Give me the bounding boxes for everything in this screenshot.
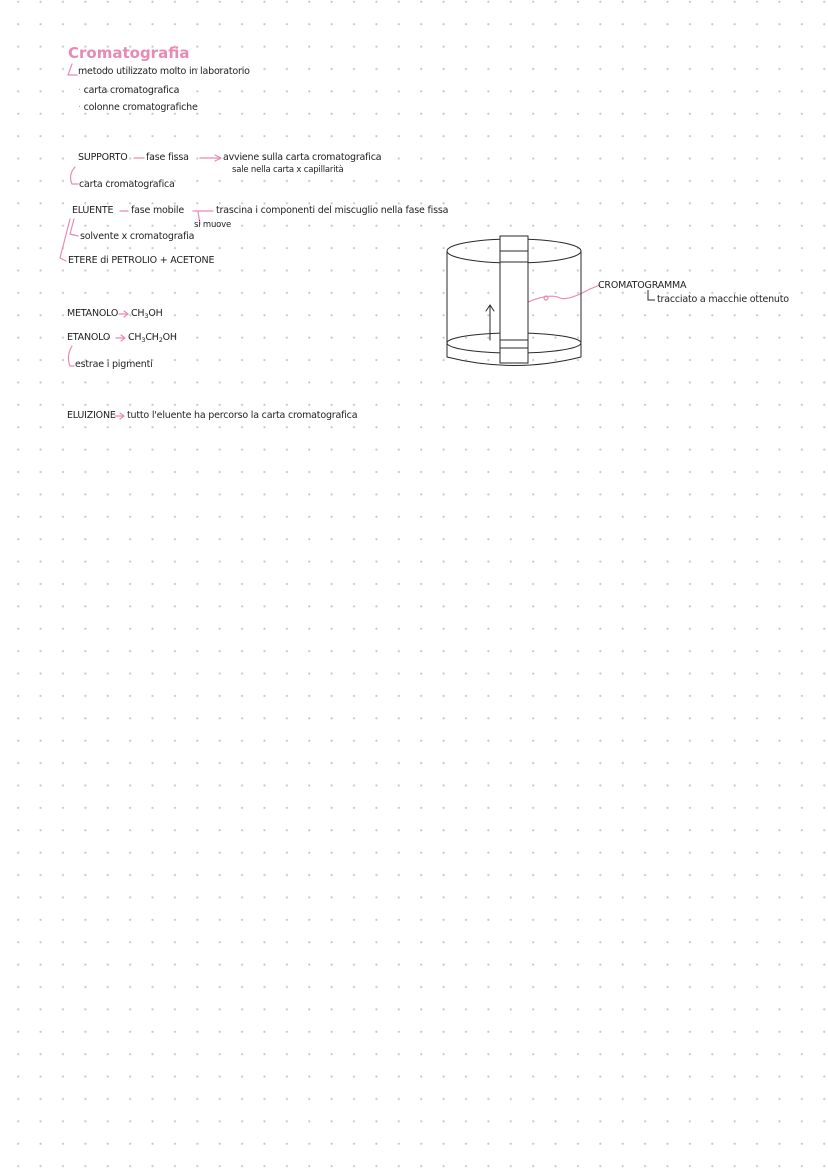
beaker-base <box>447 357 581 366</box>
metanolo-label: METANOLO <box>67 308 119 319</box>
intro-bracket <box>68 64 77 75</box>
formula-part: CH <box>131 308 145 319</box>
eluente-note: si muove <box>194 220 232 230</box>
bullet-label: colonne cromatografiche <box>83 102 198 113</box>
eluente-sub-2: ETERE di PETROLIO + ACETONE <box>68 255 215 266</box>
bullet-item <box>78 103 198 113</box>
formula-part: OH <box>162 332 177 343</box>
formula-part: CH <box>128 332 142 343</box>
formula-part: OH <box>148 308 163 319</box>
cromatogramma-bracket <box>648 290 655 300</box>
beaker-diagram <box>447 236 581 366</box>
cromatogramma-pointer <box>519 285 600 306</box>
cromatogramma-label: CROMATOGRAMMA <box>598 280 687 291</box>
bullet-label: carta cromatografica <box>83 85 180 96</box>
formula-part: CH <box>145 332 159 343</box>
intro-text: metodo utilizzato molto in laboratorio <box>78 66 250 77</box>
formula-subscript: 2 <box>158 336 163 344</box>
etanolo-formula <box>128 333 177 343</box>
eluente-desc: trascina i componenti del miscuglio nella fase fissa <box>216 205 449 216</box>
solvente-bracket <box>70 219 78 236</box>
eluizione-label: ELUIZIONE <box>67 410 116 421</box>
etanolo-arrow-head <box>121 335 125 341</box>
supporto-label: SUPPORTO <box>78 152 128 163</box>
eluente-label: ELUENTE <box>72 205 114 216</box>
etanolo-label: ETANOLO <box>67 332 111 343</box>
formula-subscript: 3 <box>141 336 146 344</box>
metanolo-arrow-head <box>124 311 128 317</box>
solvent-surface <box>447 333 581 353</box>
beaker-top-rim <box>447 239 581 263</box>
supporto-sub: carta cromatografica <box>79 179 175 190</box>
bullet-item <box>78 86 179 96</box>
supporto-desc-2: sale nella carta x capillarità <box>232 165 344 175</box>
formula-subscript: 3 <box>144 312 149 320</box>
supporto-bracket <box>71 167 78 184</box>
supporto-desc: avviene sulla carta cromatografica <box>223 152 382 163</box>
estrae-bracket <box>68 346 74 366</box>
cromatogramma-sublabel: tracciato a macchie ottenuto <box>657 294 789 305</box>
eluente-phase: fase mobile <box>131 205 185 216</box>
bullet-dot: · <box>78 85 81 96</box>
supporto-phase: fase fissa <box>146 152 189 163</box>
eluizione-desc: tutto l'eluente ha percorso la carta cromatografica <box>127 410 358 421</box>
spot-marker <box>544 296 548 300</box>
chromatography-paper <box>500 236 528 363</box>
page-title: Cromatografia <box>68 44 190 62</box>
eluente-sub-1: solvente x cromatografia <box>80 231 195 242</box>
estrae-text: estrae i pigmenti <box>75 359 153 370</box>
up-arrow-icon <box>486 305 494 340</box>
supporto-arrow-head <box>215 155 221 161</box>
bullet-dot: · <box>78 102 81 113</box>
eluizione-arrow-head <box>120 413 124 419</box>
metanolo-formula <box>131 309 163 319</box>
